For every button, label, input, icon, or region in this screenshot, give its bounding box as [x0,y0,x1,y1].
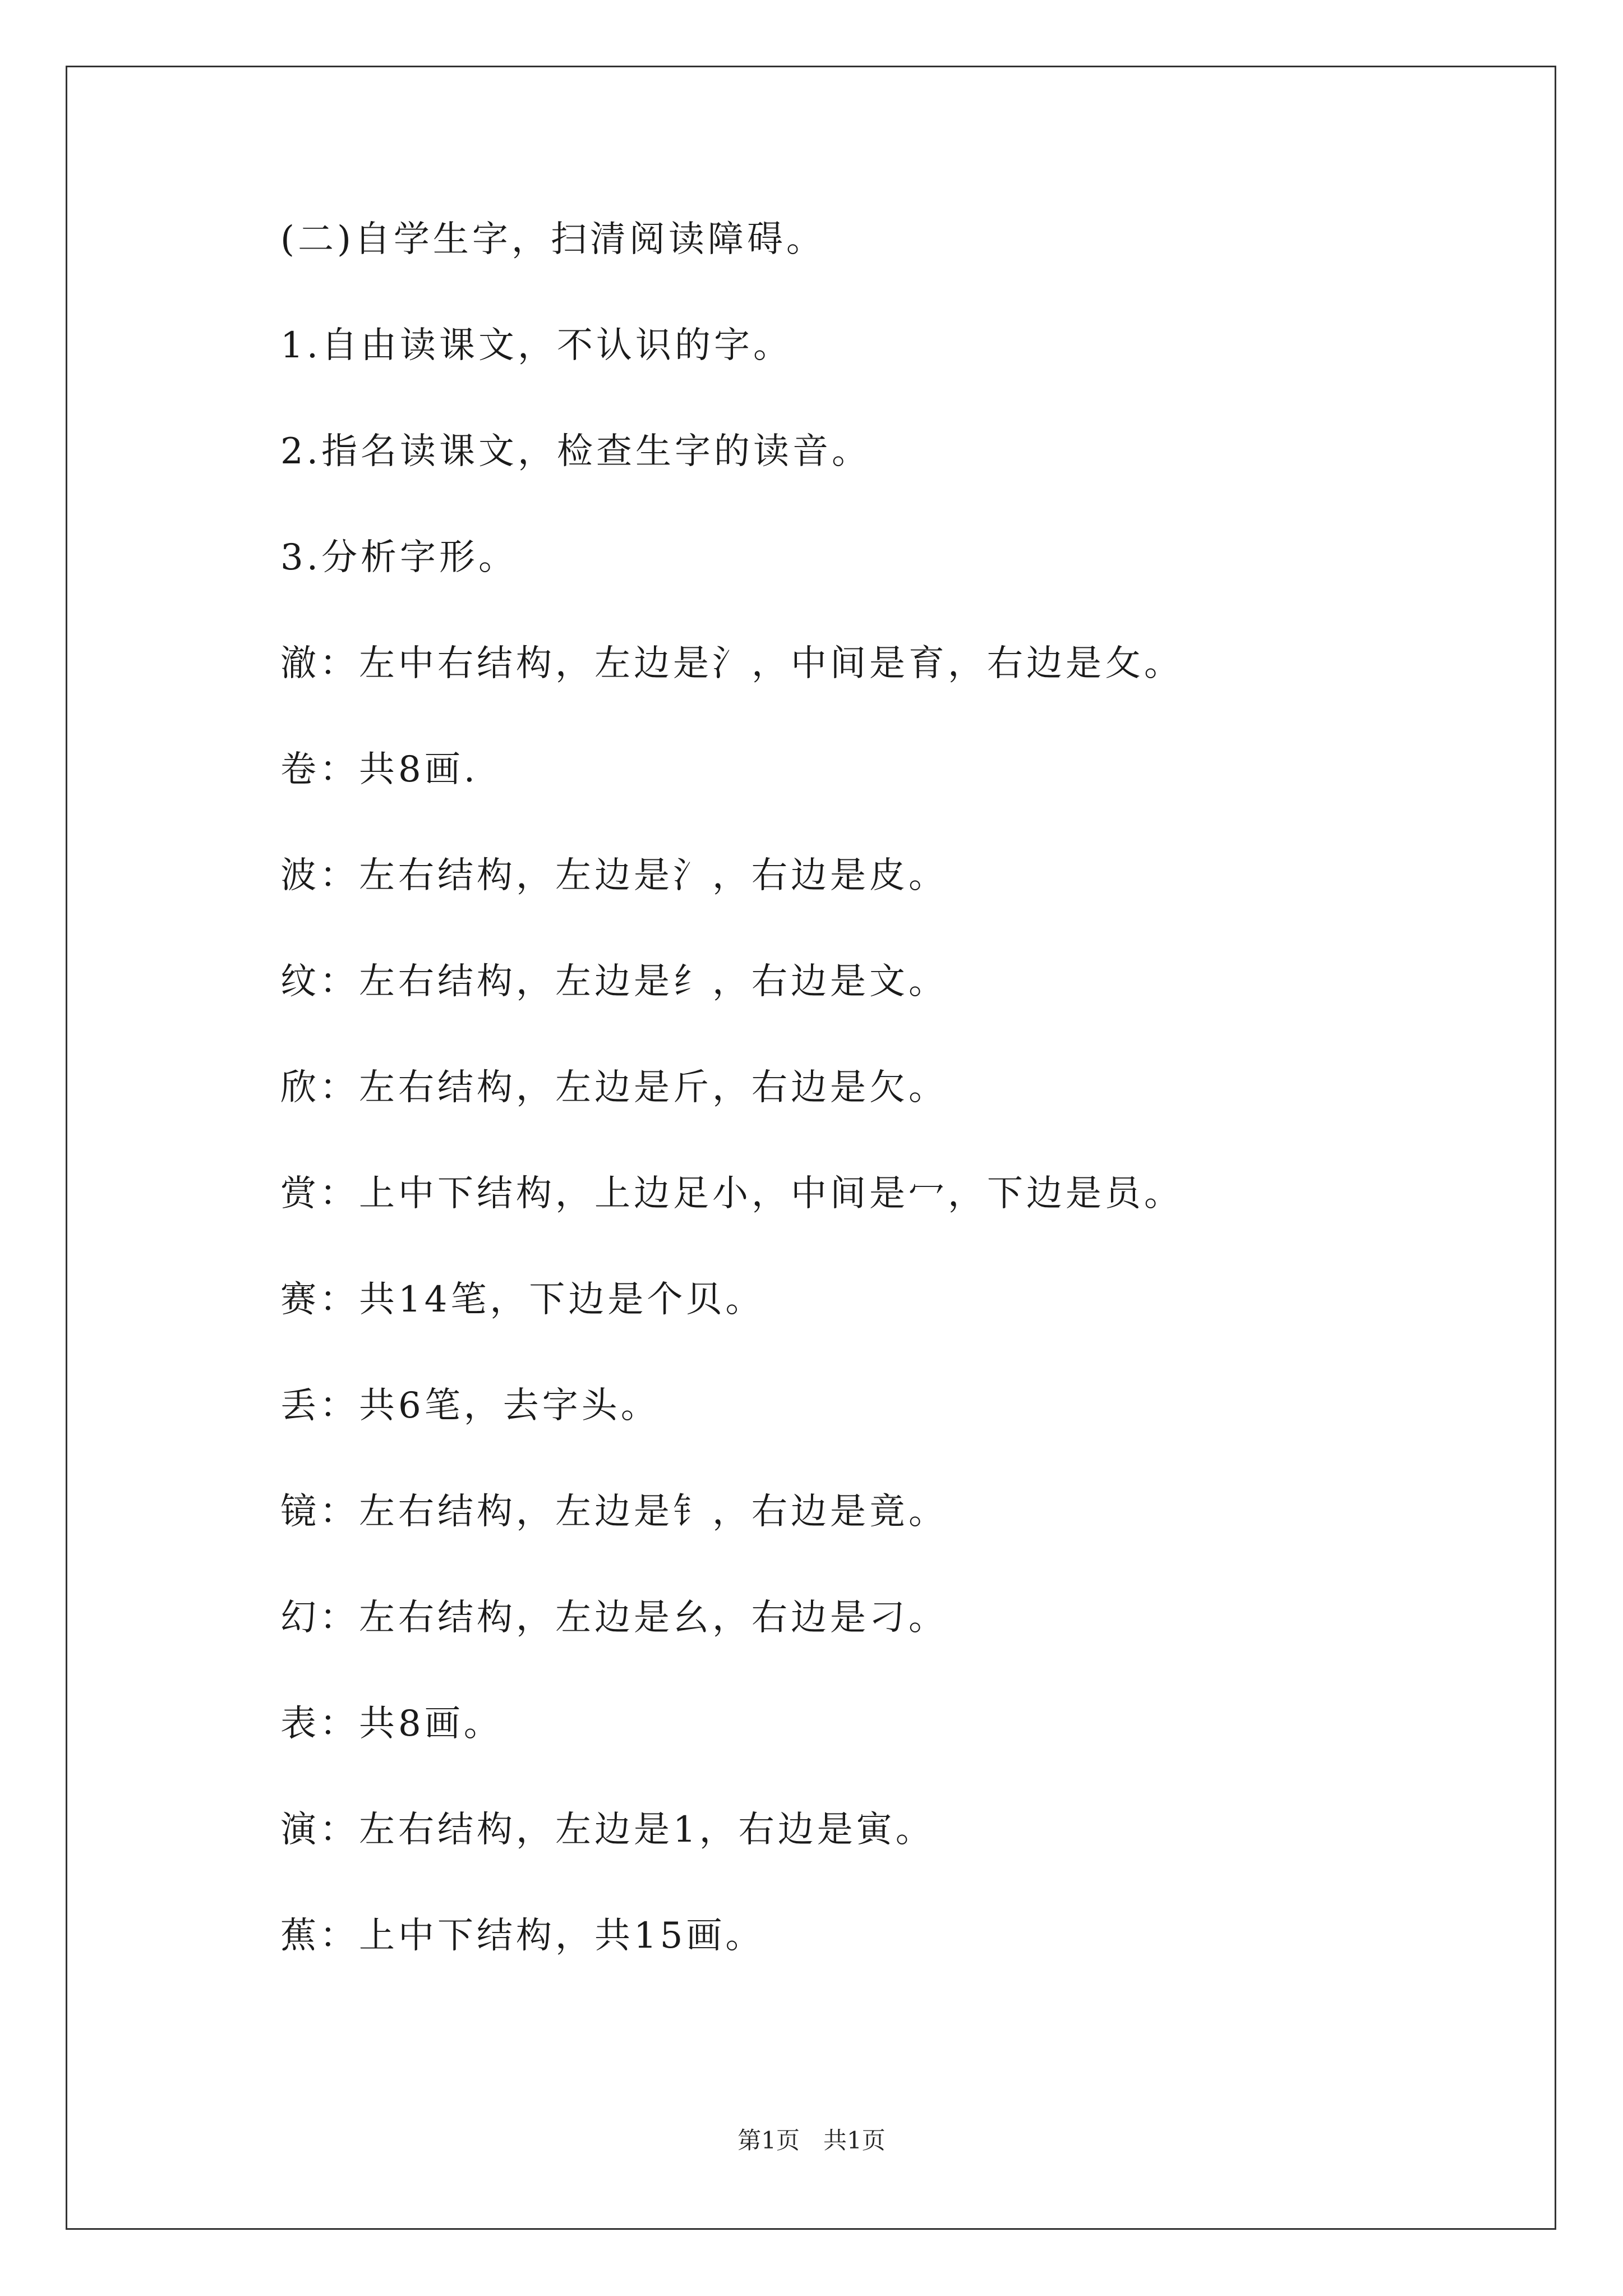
text-line: 欣：左右结构，左边是斤，右边是欠。 [280,1067,948,1108]
text-line: 波：左右结构，左边是氵，右边是皮。 [280,855,948,896]
text-line: 2.指名读课文，检查生字的读音。 [280,431,872,472]
text-line: 镜：左右结构，左边是钅，右边是竟。 [280,1491,948,1533]
text-line: 丢：共6笔，去字头。 [280,1385,660,1427]
page-footer: 第1页 共1页 [737,2127,886,2154]
section-heading: (二)自学生字，扫清阅读障碍。 [280,219,826,260]
text-line: 卷：共8画. [280,749,479,790]
text-line: 幻：左右结构，左边是幺，右边是刁。 [280,1597,948,1639]
text-line: 赛：共14笔，下边是个贝。 [280,1279,765,1320]
text-line: 表：共8画。 [280,1703,503,1745]
text-line: 演：左右结构，左边是1，右边是寅。 [280,1809,935,1851]
text-line: 澈：左中右结构，左边是氵，中间是育，右边是攵。 [280,643,1183,684]
text-line: 纹：左右结构，左边是纟，右边是文。 [280,961,948,1002]
text-line: 赏：上中下结构，上边足小，中间是冖，下边是员。 [280,1173,1183,1214]
text-line: 蕉：上中下结构，共15画。 [280,1915,765,1957]
text-line: 1.自由读课文，不认识的字。 [280,325,793,366]
page-frame [66,66,1556,2230]
text-line: 3.分析字形。 [280,537,518,578]
